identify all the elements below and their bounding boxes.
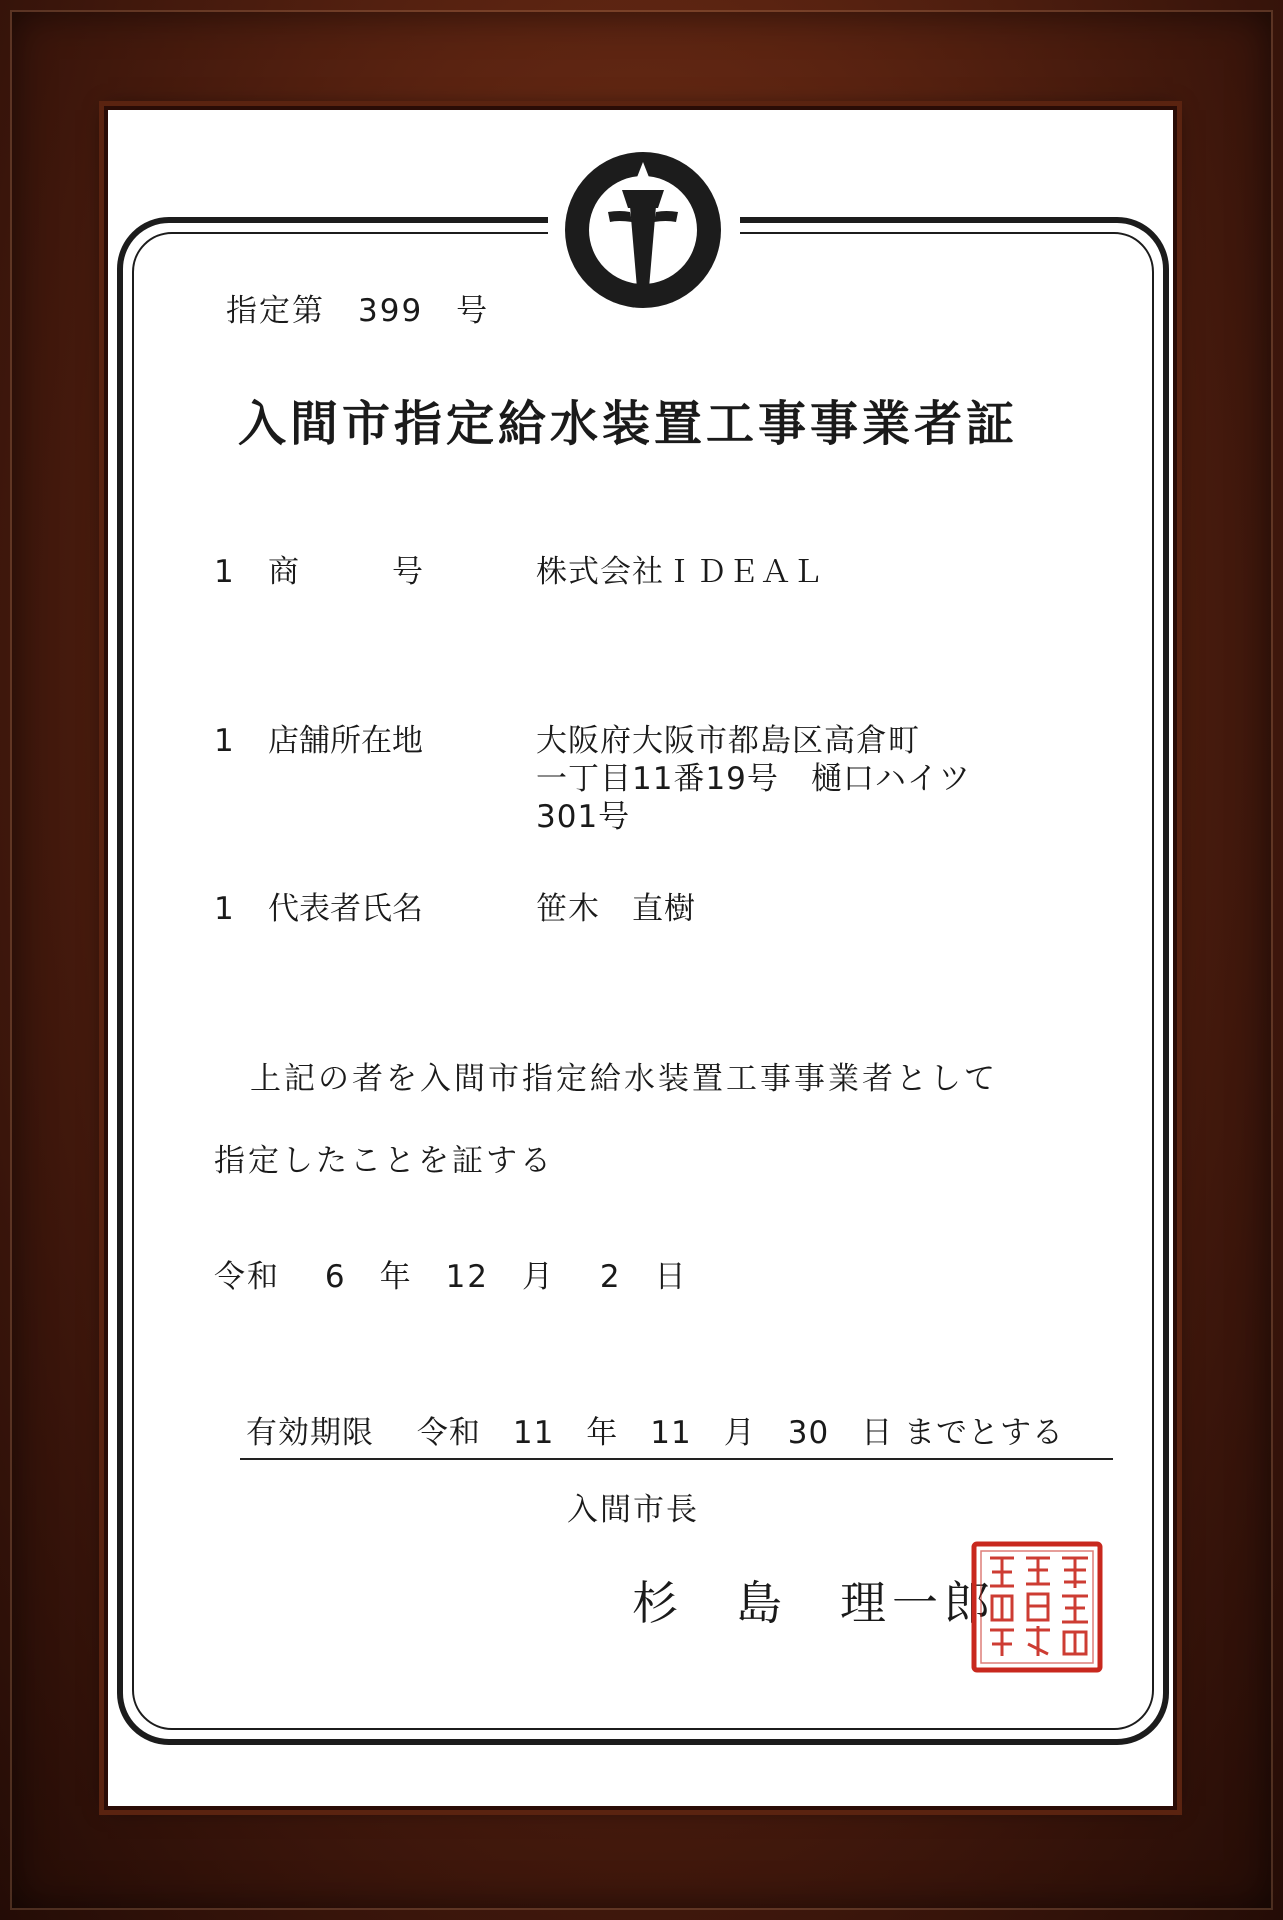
item-value-address-line1: 大阪府大阪市都島区高倉町 — [536, 723, 920, 759]
certificate-number: 指定第 399 号 — [226, 293, 490, 329]
item-value-representative: 笹木 直樹 — [536, 891, 696, 927]
item-value-trade-name: 株式会社ＩＤＥＡＬ — [536, 554, 824, 590]
city-emblem-icon — [560, 150, 726, 310]
item-number: 1 — [214, 891, 234, 927]
validity-period: 有効期限 令和 11 年 11 月 30 日 までとする — [246, 1415, 1065, 1451]
statement-line2: 指定したことを証する — [214, 1143, 554, 1179]
issuer-name: 杉 島 理一郎 — [632, 1576, 996, 1630]
item-label-trade-name: 商 号 — [268, 554, 423, 590]
statement-line1: 上記の者を入間市指定給水装置工事事業者として — [250, 1061, 998, 1097]
item-label-representative: 代表者氏名 — [268, 891, 423, 927]
item-label-address: 店舗所在地 — [268, 723, 423, 759]
item-number: 1 — [214, 723, 234, 759]
official-seal-icon — [970, 1540, 1104, 1674]
validity-underline — [240, 1458, 1113, 1460]
certificate-title: 入間市指定給水装置工事事業者証 — [238, 396, 1019, 452]
issuer-title: 入間市長 — [567, 1492, 699, 1528]
item-number: 1 — [214, 554, 234, 590]
issue-date: 令和 6 年 12 月 2 日 — [214, 1259, 688, 1295]
item-value-address-line2: 一丁目11番19号 樋口ハイツ — [536, 761, 971, 797]
item-value-address-line3: 301号 — [536, 799, 631, 835]
